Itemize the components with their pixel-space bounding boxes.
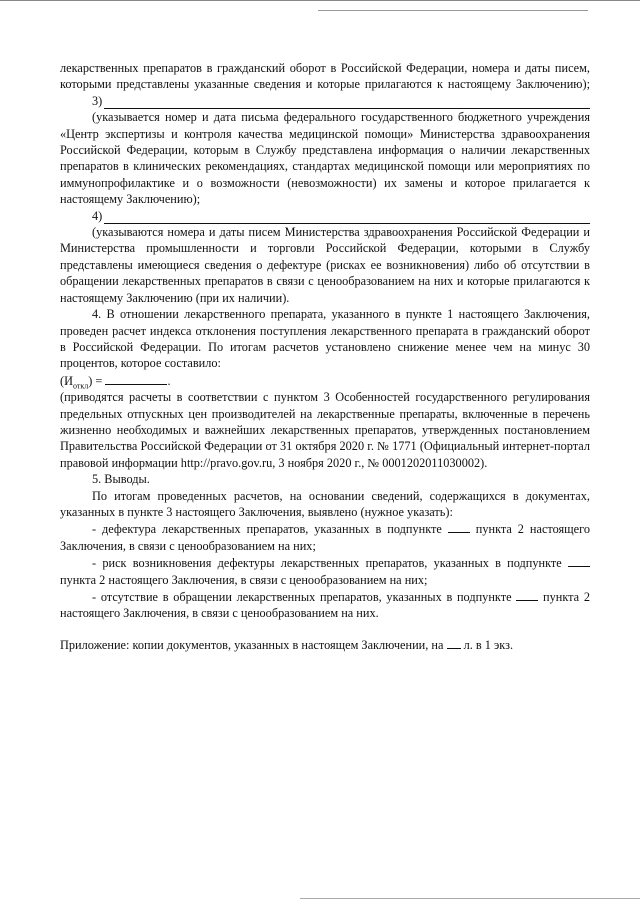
formula-equals: ) = — [88, 373, 106, 388]
paragraph-text: 4. В отношении лекарственного препарата, указанного в пункте 1 настоящего Заключения, проведен расчет индекса отклонения поступления лекарственного препарата в гражданский оборот в Российской Федерации. По итогам расчетов установлено снижение менее чем на минус 30 процентов, которое составило: — [60, 307, 590, 371]
fill-in-blank — [568, 554, 590, 567]
scan-bottom-edge — [300, 898, 640, 899]
section-5-heading — [60, 471, 590, 487]
paragraph-section-4 — [60, 306, 590, 372]
scan-fold-line — [318, 0, 588, 11]
fill-in-blank — [104, 95, 590, 109]
paragraph-item-3-note — [60, 109, 590, 207]
paragraph-text: (приводятся расчеты в соответствии с пунктом 3 Особенностей государственного регулирования предельных отпускных цен производителей на лекарственные препараты, включенные в перечень жизненно необходимых и важнейших лекарственных препаратов, утвержденных постановлением Правительства Российской Федерации от 31 октября 2020 г. № 1771 (Официальный интернет-портал правовой информации http://pravo.gov.ru, 3 ноября 2020 г., № 0001202011030002). — [60, 390, 590, 470]
paragraph-text: По итогам проведенных расчетов, на основании сведений, содержащихся в документах, указанных в пункте 3 настоящего Заключения, выявлено (нужное указать): — [60, 488, 590, 519]
paragraph-text: - отсутствие в обращении лекарственных препаратов, указанных в подпункте — [92, 590, 517, 604]
item-3-line — [60, 93, 590, 109]
paragraph-text: Приложение: копии документов, указанных в настоящем Заключении, на — [60, 637, 447, 652]
formula-line — [60, 372, 590, 389]
fill-in-blank — [516, 588, 538, 601]
conclusion-shortage-risk — [60, 554, 590, 588]
conclusion-shortage — [60, 520, 590, 554]
paragraph-text: л. в 1 экз. — [460, 637, 514, 652]
document-body — [60, 60, 590, 653]
paragraph-text: пункта 2 настоящего Заключения, в связи с ценообразованием на них; — [60, 522, 590, 553]
paragraph-item-4-note — [60, 224, 590, 306]
fill-in-blank — [448, 520, 470, 533]
appendix-line — [60, 636, 590, 653]
spacer — [60, 622, 590, 636]
fill-in-blank — [447, 636, 461, 649]
paragraph-text: - риск возникновения дефектуры лекарственных препаратов, указанных в подпункте — [92, 556, 568, 571]
formula-symbol: (И — [60, 373, 73, 388]
formula-subscript: откл — [72, 381, 89, 391]
formula-blank — [105, 372, 167, 385]
item-4-line — [60, 208, 590, 224]
paragraph-text: - дефектура лекарственных препаратов, указанных в подпункте — [92, 522, 448, 537]
formula-end: . — [167, 373, 171, 388]
paragraph-continuation — [60, 60, 590, 93]
paragraph-text: 5. Выводы. — [92, 472, 150, 487]
paragraph-text: пункта 2 настоящего Заключения, в связи с ценообразованием на них; — [60, 572, 428, 587]
paragraph-text: лекарственных препаратов в гражданский оборот в Российской Федерации, номера и даты писем, которыми представлены указанные сведения и которые прилагаются к настоящему Заключению); — [60, 61, 590, 92]
item-number: 3) — [92, 93, 103, 108]
paragraph-conclusions-intro — [60, 488, 590, 521]
paragraph-text: (указывается номер и дата письма федерального государственного бюджетного учреждения «Центр экспертизы и контроля качества медицинской помощи» Министерства здравоохранения Российской Федерации, которым в Службу представлена информация о наличии лекарственных препаратов в клинических рекомендациях, стандартах медицинской помощи или мероприятиях по иммунопрофилактике и о возможности (невозможности) их замены и которое прилагается к настоящему Заключению); — [60, 110, 590, 207]
paragraph-text: (указываются номера и даты писем Министерства здравоохранения Российской Федерации и Министерства промышленности и торговли Российской Федерации, которыми в Службу представлены имеющиеся сведения о дефектуре (рисках ее возникновения) либо об отсутствии в обращении лекарственных препаратов в связи с ценообразованием на них и которые прилагаются к настоящему Заключению (при их наличии). — [60, 225, 590, 305]
item-number: 4) — [92, 208, 103, 223]
fill-in-blank — [104, 210, 590, 224]
paragraph-text: пункта 2 настоящего Заключения, в связи с ценообразованием на них. — [60, 590, 591, 621]
conclusion-absence — [60, 588, 590, 622]
paragraph-calculation-note — [60, 389, 590, 471]
